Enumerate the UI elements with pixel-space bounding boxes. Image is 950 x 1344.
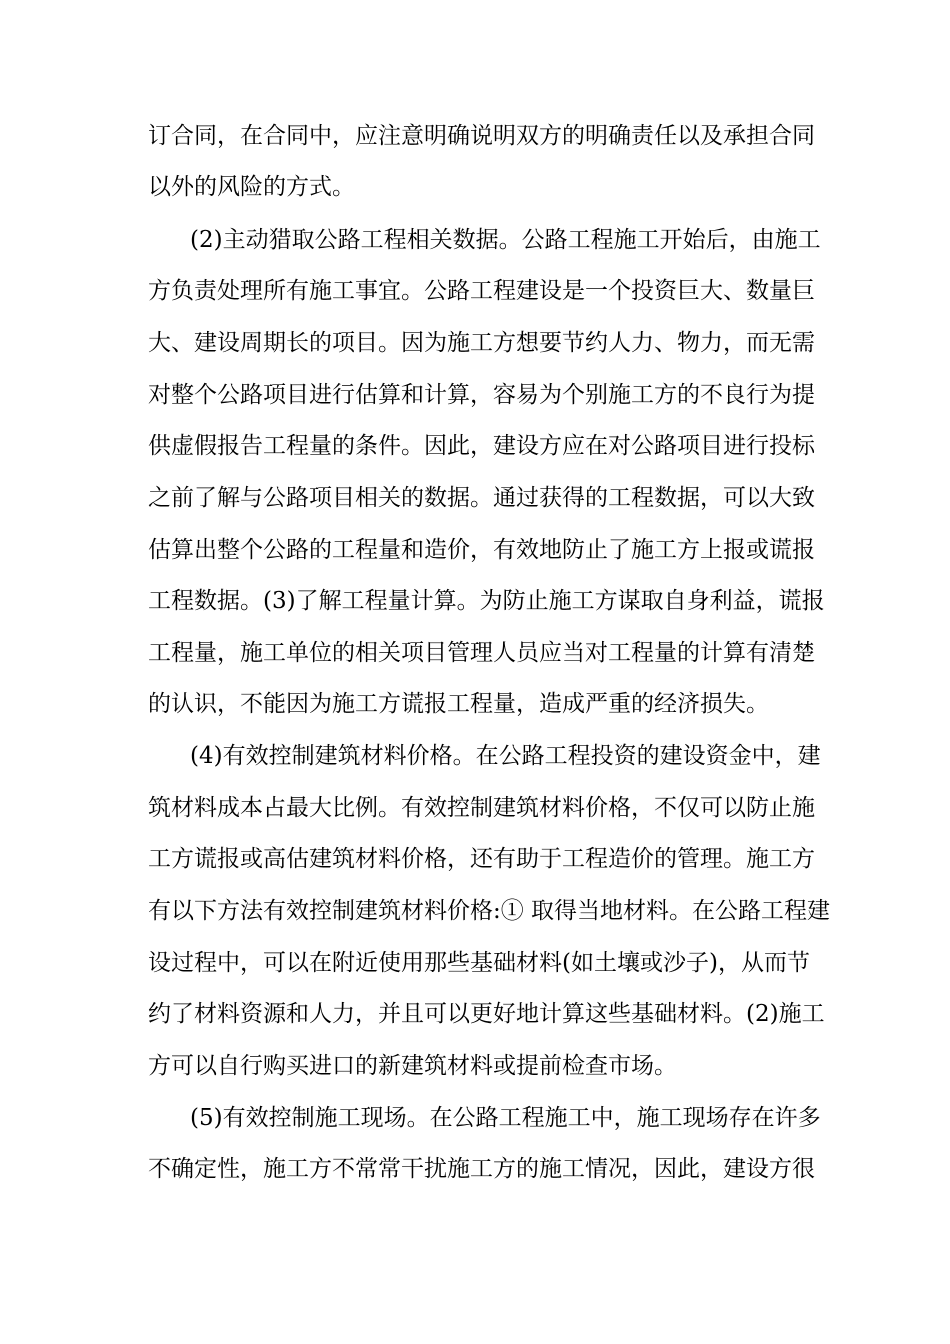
text-line: 有以下方法有效控制建筑材料价格:① 取得当地材料。在公路工程建	[148, 898, 831, 924]
text-line: 设过程中，可以在附近使用那些基础材料(如土壤或沙子)，从而节	[148, 950, 810, 976]
text-line: 订合同，在合同中，应注意明确说明双方的明确责任以及承担合同	[148, 123, 815, 149]
text-line: 方负责处理所有施工事宜。公路工程建设是一个投资巨大、数量巨	[148, 278, 815, 304]
text-line: 筑材料成本占最大比例。有效控制建筑材料价格，不仅可以防止施	[148, 795, 815, 821]
text-line: 约了材料资源和人力，并且可以更好地计算这些基础材料。(2)施工	[148, 1001, 825, 1027]
text-line: 估算出整个公路的工程量和造价，有效地防止了施工方上报或谎报	[148, 537, 815, 563]
text-line: 大、建设周期长的项目。因为施工方想要节约人力、物力，而无需	[148, 330, 815, 356]
text-line: 工方谎报或高估建筑材料价格，还有助于工程造价的管理。施工方	[148, 846, 815, 872]
text-line: 工程数据。(3)了解工程量计算。为防止施工方谋取自身利益，谎报	[148, 588, 825, 614]
paragraph-start-line: (2)主动猎取公路工程相关数据。公路工程施工开始后，由施工	[190, 227, 821, 253]
text-line: 的认识，不能因为施工方谎报工程量，造成严重的经济损失。	[148, 691, 769, 717]
text-line: 不确定性，施工方不常常干扰施工方的施工情况，因此，建设方很	[148, 1156, 815, 1182]
text-line: 以外的风险的方式。	[148, 174, 355, 200]
text-line: 工程量，施工单位的相关项目管理人员应当对工程量的计算有清楚	[148, 640, 815, 666]
text-line: 方可以自行购买进口的新建筑材料或提前检查市场。	[148, 1053, 677, 1079]
paragraph-start-line: (4)有效控制建筑材料价格。在公路工程投资的建设资金中，建	[190, 743, 821, 769]
paragraph-start-line: (5)有效控制施工现场。在公路工程施工中，施工现场存在许多	[190, 1105, 821, 1131]
text-line: 供虚假报告工程量的条件。因此，建设方应在对公路项目进行投标	[148, 433, 815, 459]
text-line: 对整个公路项目进行估算和计算，容易为个别施工方的不良行为提	[148, 382, 815, 408]
text-line: 之前了解与公路项目相关的数据。通过获得的工程数据，可以大致	[148, 485, 815, 511]
